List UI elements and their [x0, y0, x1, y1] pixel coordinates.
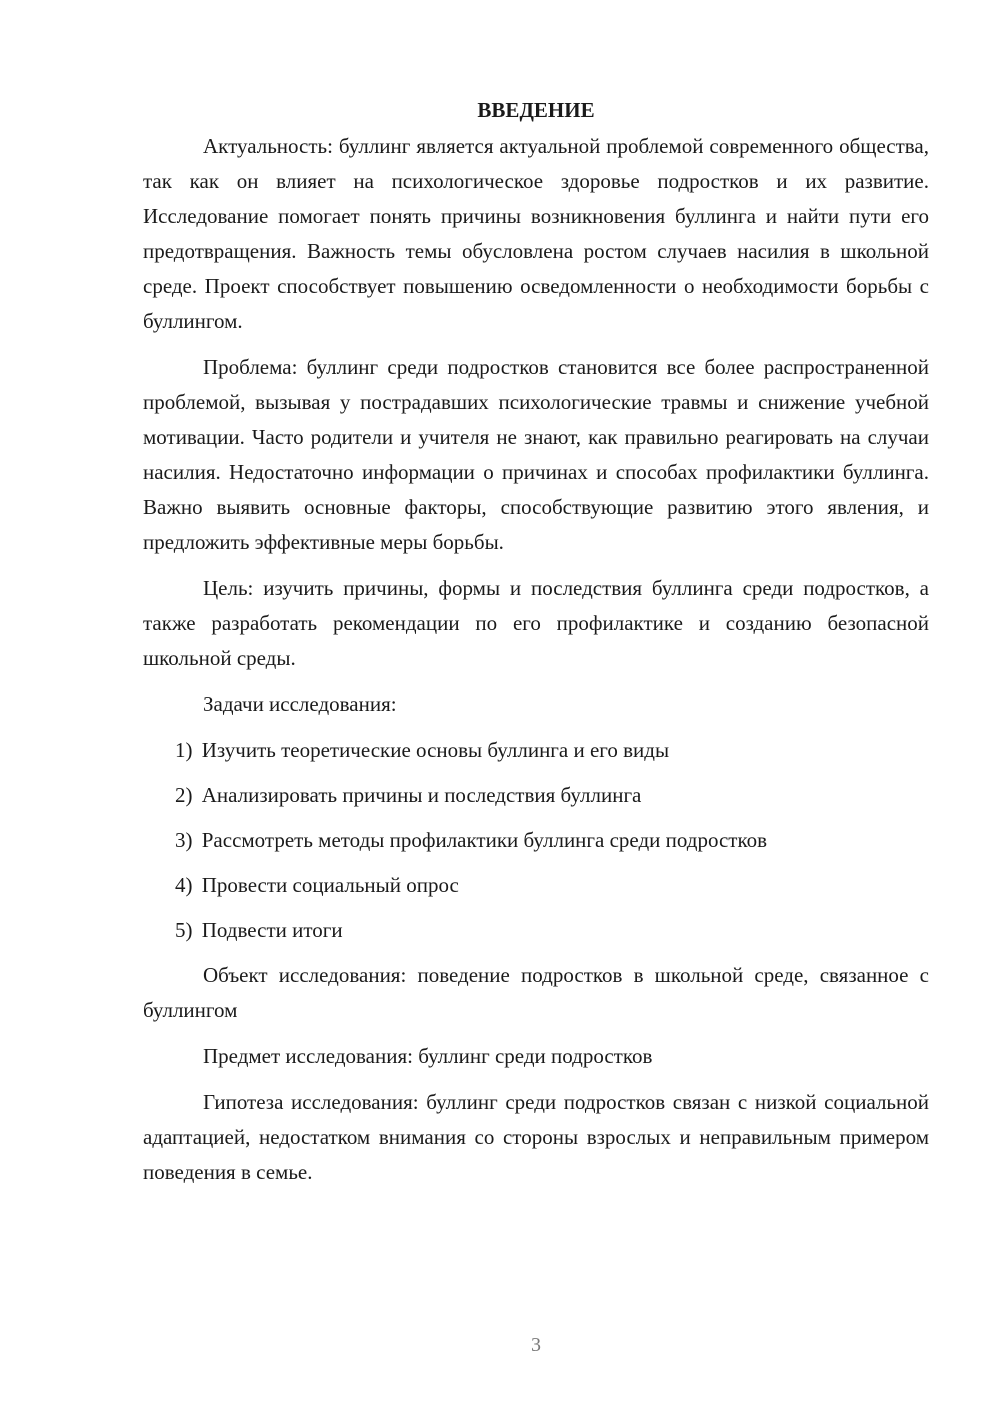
object-paragraph: Объект исследования: поведение подростков в школьной среде, связанное с буллингом — [143, 963, 929, 1022]
list-item — [143, 913, 929, 948]
list-item — [143, 733, 929, 768]
task-text: Подвести итоги — [201, 918, 343, 942]
task-number: 4) — [175, 873, 193, 897]
task-number: 1) — [175, 738, 193, 762]
task-text: Провести социальный опрос — [201, 873, 459, 897]
list-item — [143, 778, 929, 813]
task-number: 2) — [175, 783, 193, 807]
task-text: Анализировать причины и последствия буллинга — [201, 783, 642, 807]
list-item — [143, 823, 929, 858]
task-number: 3) — [175, 828, 193, 852]
list-item — [143, 868, 929, 903]
relevance-paragraph: Актуальность: буллинг является актуальной проблемой современного общества, так как он влияет на психологическое здоровье подростков и их развитие. Исследование помогает понять причины возникновения буллинга и найти пути его предотвращения. Важность темы обусловлена ростом случаев насилия в школьной среде. Проект способствует повышению осведомленности о необходимости борьбы с буллингом. — [143, 134, 929, 333]
problem-paragraph: Проблема: буллинг среди подростков становится все более распространенной проблемой, вызывая у пострадавших психологические травмы и снижение учебной мотивации. Часто родители и учителя не знают, как правильно реагировать на случаи насилия. Недостаточно информации о причинах и способах профилактики буллинга. Важно выявить основные факторы, способствующие развитию этого явления, и предложить эффективные меры борьбы. — [143, 355, 929, 554]
tasks-title: Задачи исследования: — [203, 692, 397, 716]
hypothesis-paragraph: Гипотеза исследования: буллинг среди подростков связан с низкой социальной адаптацией, недостатком внимания со стороны взрослых и неправильным примером поведения в семье. — [143, 1090, 929, 1184]
page-title: ВВЕДЕНИЕ — [477, 98, 595, 122]
goal-paragraph: Цель: изучить причины, формы и последствия буллинга среди подростков, а также разработать рекомендации по его профилактике и созданию безопасной школьной среды. — [143, 576, 929, 670]
task-text: Изучить теоретические основы буллинга и его виды — [201, 738, 670, 762]
task-number: 5) — [175, 918, 193, 942]
document-page — [143, 95, 929, 1201]
subject-paragraph: Предмет исследования: буллинг среди подростков — [203, 1044, 653, 1068]
task-text: Рассмотреть методы профилактики буллинга среди подростков — [201, 828, 768, 852]
page-number: 3 — [531, 1334, 541, 1356]
task-list — [143, 733, 929, 948]
